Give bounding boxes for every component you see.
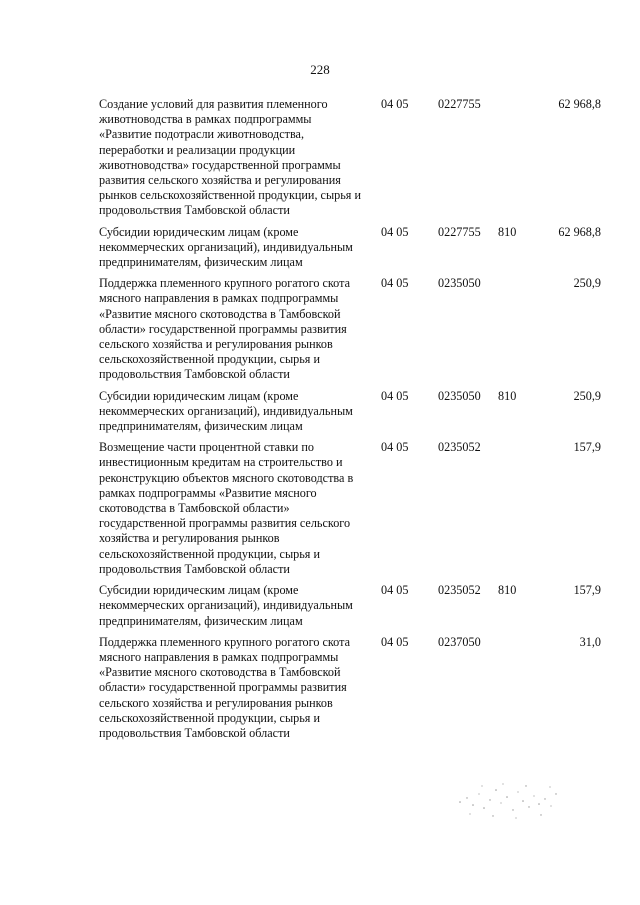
row-amount: 157,9 bbox=[573, 583, 601, 598]
row-target-code: 0235050 bbox=[438, 388, 481, 403]
page-number: 228 bbox=[310, 62, 330, 77]
table-row bbox=[99, 276, 609, 382]
row-target-code: 0237050 bbox=[438, 634, 481, 649]
row-expense-type: 810 bbox=[498, 583, 517, 598]
row-amount: 157,9 bbox=[573, 440, 601, 455]
budget-table bbox=[99, 97, 609, 747]
row-section-code: 04 05 bbox=[381, 634, 409, 649]
table-row bbox=[99, 225, 609, 271]
row-target-code: 0235050 bbox=[438, 276, 481, 291]
row-section-code: 04 05 bbox=[381, 97, 409, 111]
row-target-code: 0235052 bbox=[438, 440, 481, 455]
row-description: Субсидии юридическим лицам (кроме некоммерческих организаций), индивидуальным предпринимателям, физическим лицам bbox=[99, 388, 353, 434]
row-amount: 62 968,8 bbox=[558, 97, 601, 111]
row-section-code: 04 05 bbox=[381, 388, 409, 403]
row-description: Субсидии юридическим лицам (кроме некоммерческих организаций), индивидуальным предпринимателям, физическим лицам bbox=[99, 224, 353, 270]
table-row bbox=[99, 440, 609, 577]
row-target-code: 0227755 bbox=[438, 224, 481, 239]
row-description: Создание условий для развития племенного животноводства в рамках подпрограммы «Развитие подотрасли животноводства, переработки и реализации продукции животноводства» государственной программы развития сельского хозяйства и регулирования рынков сельскохозяйственной продукции, сырья и продовольствия Тамбовской области bbox=[99, 97, 361, 218]
row-target-code: 0235052 bbox=[438, 583, 481, 598]
row-amount: 250,9 bbox=[573, 388, 601, 403]
table-row bbox=[99, 635, 609, 741]
row-description: Возмещение части процентной ставки по инвестиционным кредитам на строительство и реконструкцию объектов мясного скотоводства в рамках подпрограммы «Развитие мясного скотоводства в Тамбовской области» государственной программы развития сельского хозяйства и регулирования рынков сельскохозяйственной продукции, сырья и продовольствия Тамбовской области bbox=[99, 440, 354, 576]
table-row bbox=[99, 97, 609, 219]
scan-noise bbox=[455, 772, 565, 828]
row-expense-type: 810 bbox=[498, 224, 517, 239]
row-amount: 250,9 bbox=[573, 276, 601, 291]
row-section-code: 04 05 bbox=[381, 224, 409, 239]
row-section-code: 04 05 bbox=[381, 276, 409, 291]
row-expense-type: 810 bbox=[498, 388, 517, 403]
row-description: Поддержка племенного крупного рогатого скота мясного направления в рамках подпрограммы «Развитие мясного скотоводства в Тамбовской области» государственной программы развития сельского хозяйства и регулирования рынков сельскохозяйственной продукции, сырья и продовольствия Тамбовской области bbox=[99, 634, 350, 740]
table-row bbox=[99, 583, 609, 629]
row-description: Поддержка племенного крупного рогатого скота мясного направления в рамках подпрограммы «Развитие мясного скотоводства в Тамбовской области» государственной программы развития сельского хозяйства и регулирования рынков сельскохозяйственной продукции, сырья и продовольствия Тамбовской области bbox=[99, 276, 350, 382]
table-row bbox=[99, 389, 609, 435]
row-amount: 62 968,8 bbox=[558, 224, 601, 239]
row-amount: 31,0 bbox=[579, 634, 601, 649]
row-description: Субсидии юридическим лицам (кроме некоммерческих организаций), индивидуальным предпринимателям, физическим лицам bbox=[99, 583, 353, 628]
row-target-code: 0227755 bbox=[438, 97, 481, 111]
row-section-code: 04 05 bbox=[381, 583, 409, 598]
row-section-code: 04 05 bbox=[381, 440, 409, 455]
